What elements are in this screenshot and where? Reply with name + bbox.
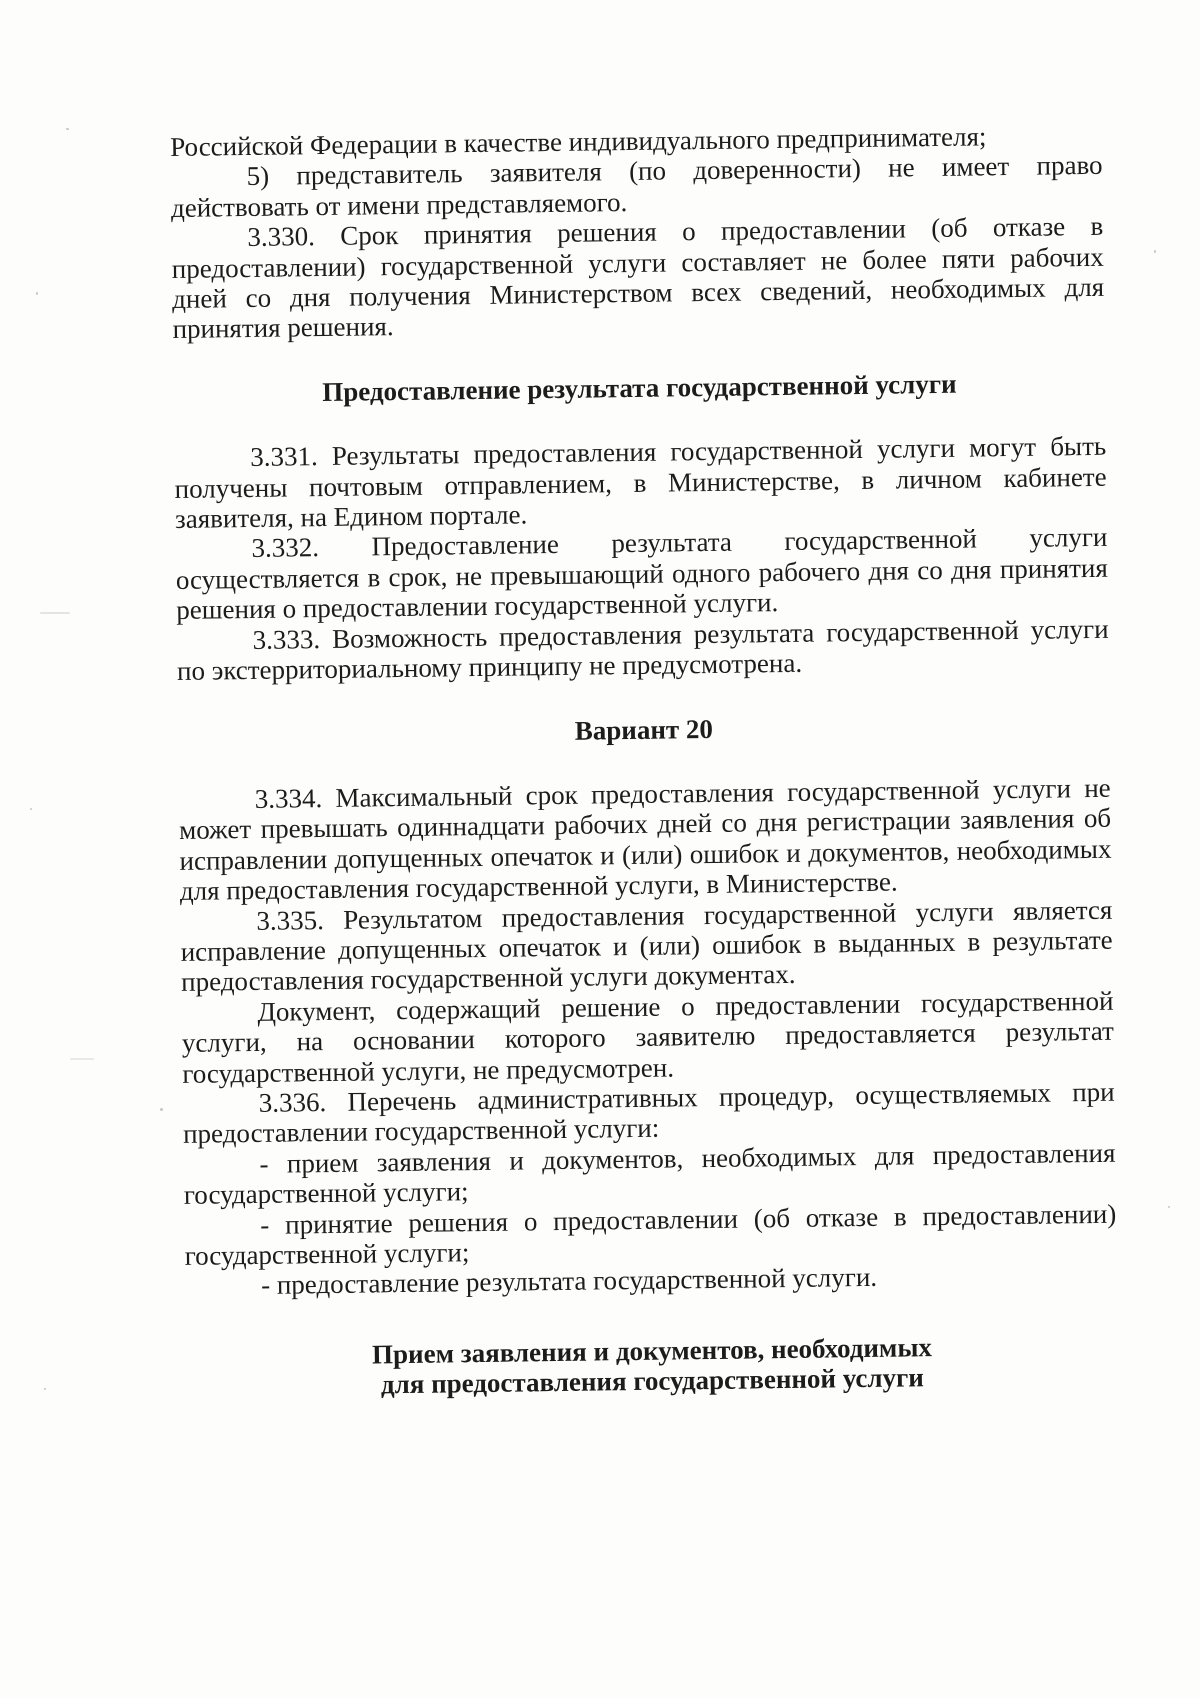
- section-heading-acceptance-line-2: для предоставления государственной услуги: [380, 1362, 925, 1400]
- paragraph-3-335: 3.335. Результатом предоставления государственной услуги является исправление допущенных опечаток и (или) ошибок в выданных в результате предоставления государственной услуги документах.: [180, 894, 1113, 998]
- section-heading-variant-20: Вариант 20: [574, 713, 714, 746]
- section-heading-acceptance-line-1: Прием заявления и документов, необходимых: [371, 1331, 933, 1370]
- list-item-procedure-1: - прием заявления и документов, необходимых для предоставления государственной услуги;: [183, 1137, 1116, 1211]
- scan-speck: [160, 1108, 163, 1111]
- paragraph-3-333: 3.333. Возможность предоставления результата государственной услуги по экстерриториальному принципу не предусмотрена.: [176, 613, 1109, 687]
- list-item-procedure-3: - предоставление результата государственной услуги.: [260, 1262, 878, 1301]
- list-item-procedure-2: - принятие решения о предоставлении (об отказе в предоставлении) государственной услуги;: [184, 1198, 1117, 1271]
- paragraph-3-336: 3.336. Перечень административных процедур, осуществляемых при предоставлении государственной услуги:: [182, 1076, 1115, 1150]
- paragraph-3-330: 3.330. Срок принятия решения о предоставлении (об отказе в предоставлении) государственной услуги составляет не более пяти рабочих дней со дня получения Министерством всех сведений, необходимых для принятия решения.: [171, 211, 1105, 345]
- scan-speck: [40, 612, 70, 614]
- paragraph-document-note: Документ, содержащий решение о предоставлении государственной услуги, на основании которого заявителю предоставляется результат государственной услуги, не предусмотрен.: [181, 985, 1115, 1089]
- scan-speck: [44, 1388, 46, 1390]
- section-heading-result: Предоставление результата государственной услуги: [322, 368, 957, 407]
- scan-speck: [36, 292, 38, 295]
- document-body: [170, 120, 1119, 1403]
- scan-speck: [30, 808, 32, 810]
- scan-speck: [66, 128, 69, 130]
- paragraph-3-334: 3.334. Максимальный срок предоставления государственной услуги не может превышать одиннадцати рабочих дней со дня регистрации заявления об исправлении допущенных опечаток и (или) ошибок и документов, необходимых для предоставления государственной услуги, в Министерстве.: [178, 772, 1112, 907]
- paragraph-item-5: 5) представитель заявителя (по доверенности) не имеет право действовать от имени представляемого.: [170, 150, 1103, 223]
- scan-speck: [1168, 1206, 1170, 1208]
- paragraph-continuation: Российской Федерации в качестве индивидуального предпринимателя;: [170, 121, 987, 162]
- scan-speck: [1154, 250, 1156, 253]
- paragraph-3-332: 3.332. Предоставление результата государственной услуги осуществляется в срок, не превышающий одного рабочего дня со дня принятия решения о предоставлении государственной услуги.: [175, 522, 1108, 626]
- paragraph-3-331: 3.331. Результаты предоставления государственной услуги могут быть получены почтовым отправлением, в Министерстве, в личном кабинете заявителя, на Едином портале.: [174, 431, 1107, 535]
- scan-speck: [70, 1058, 94, 1060]
